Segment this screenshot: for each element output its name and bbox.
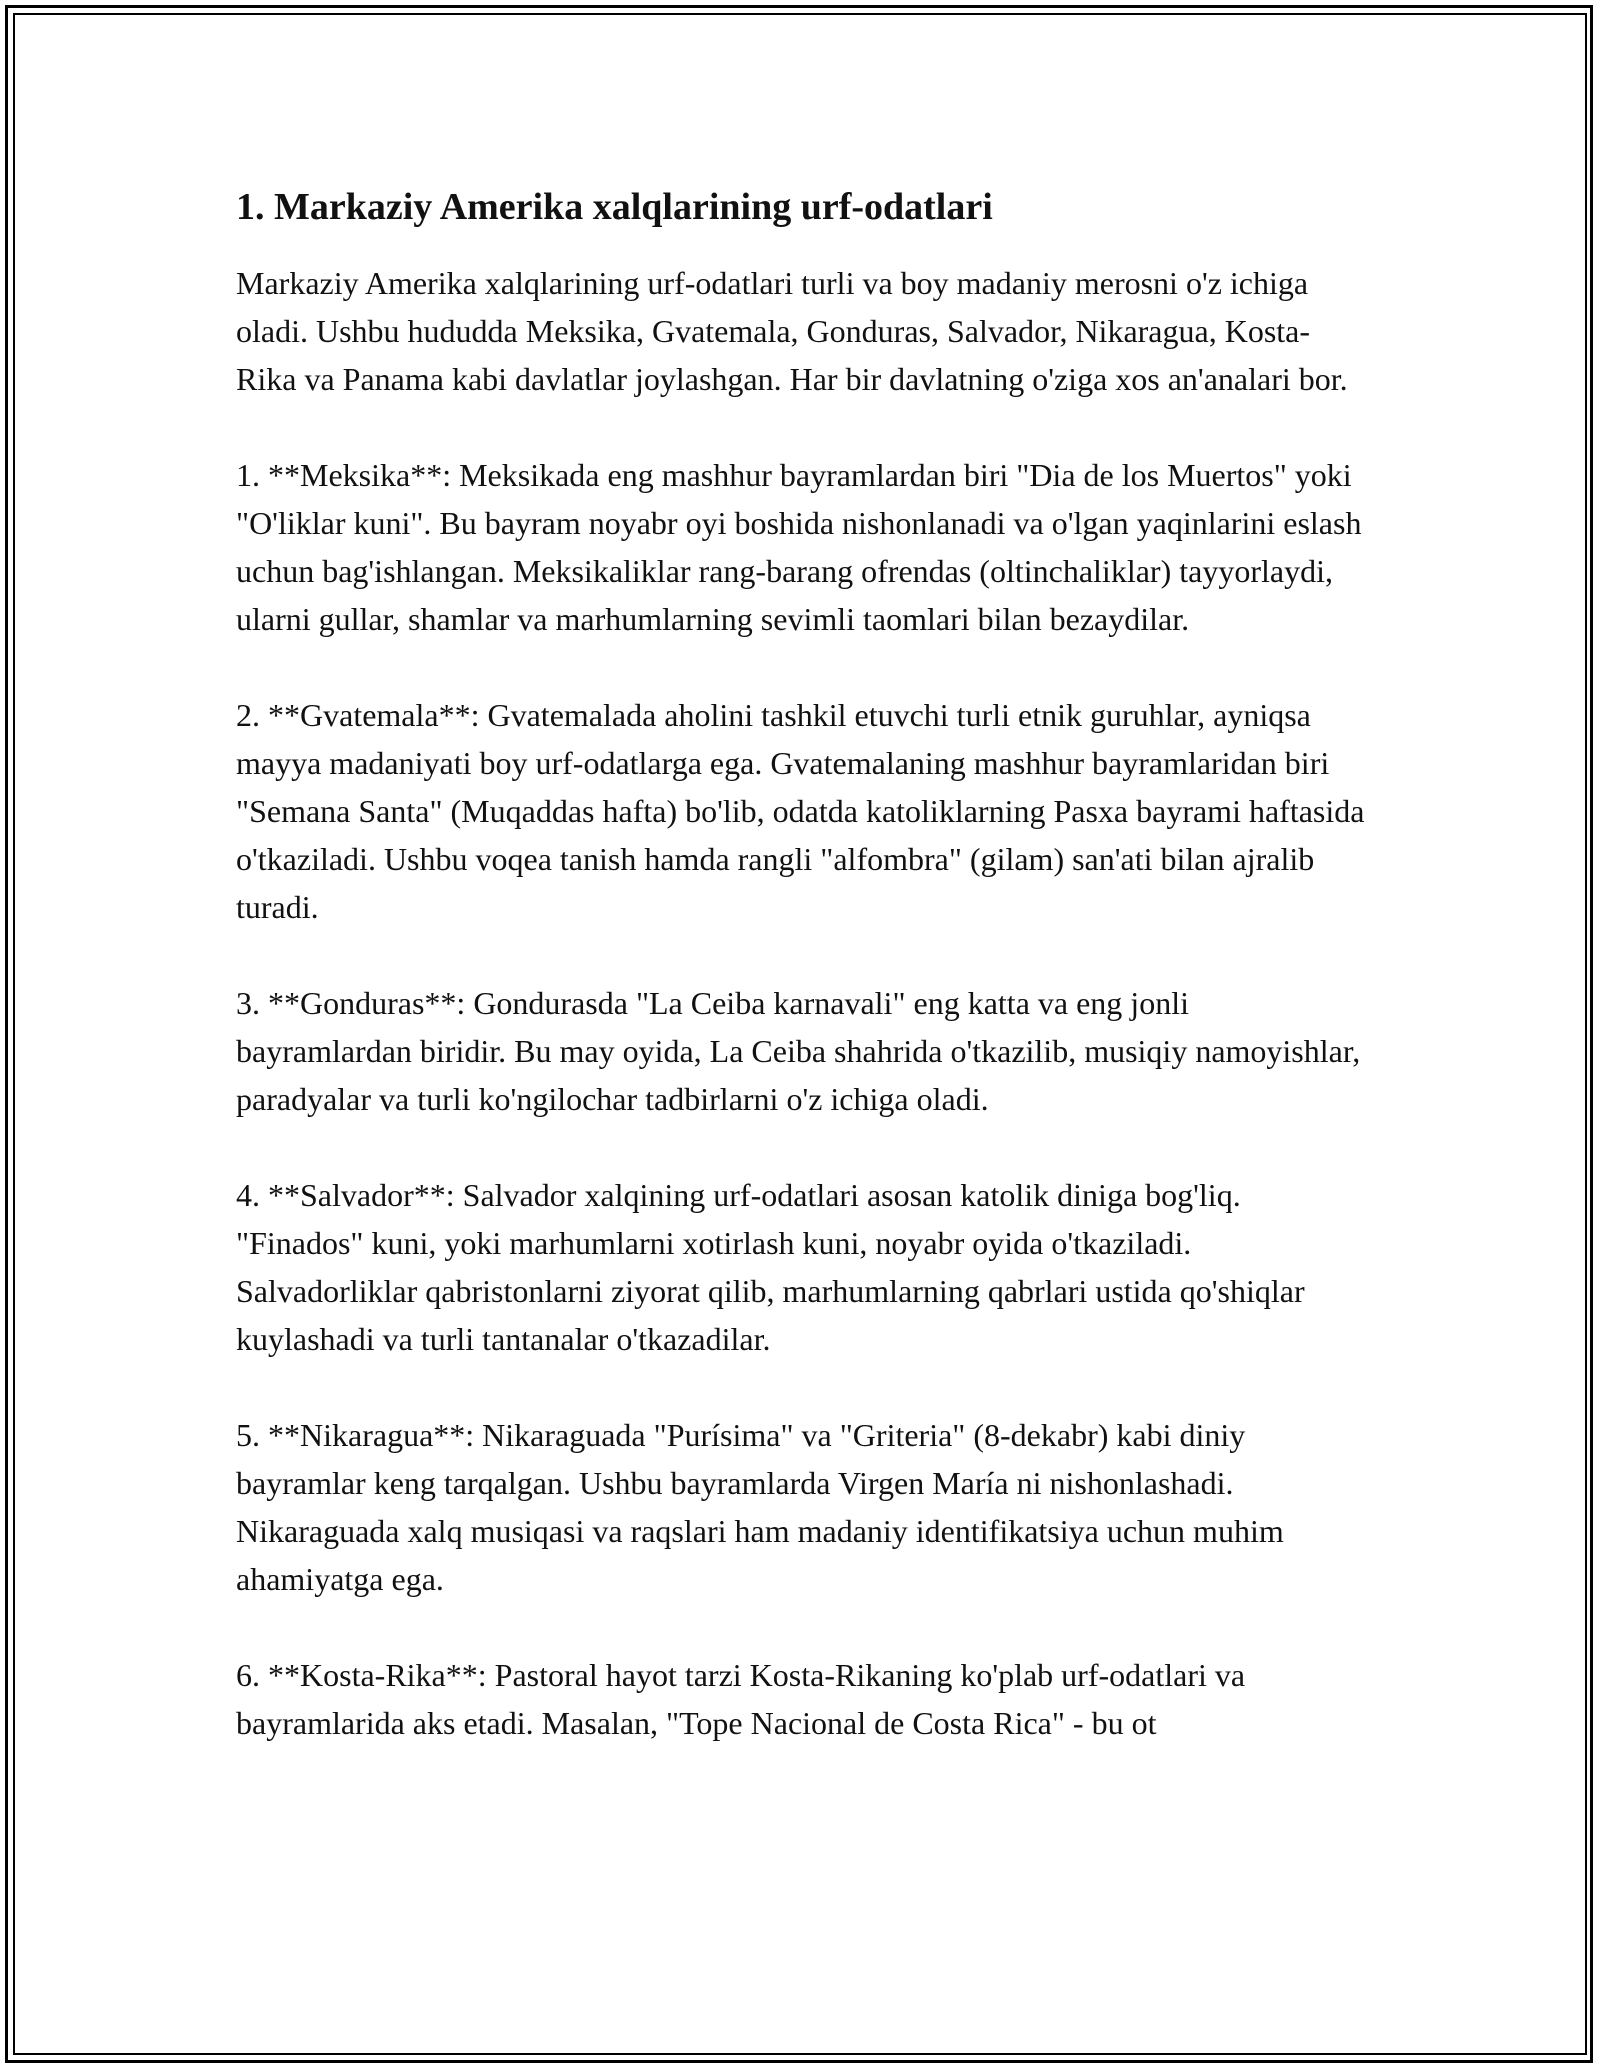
document-body [236,185,1366,1747]
paragraph-gvatemala: 2. **Gvatemala**: Gvatemalada aholini tashkil etuvchi turli etnik guruhlar, ayniqsa mayya madaniyati boy urf-odatlarga ega. Gvatemalaning mashhur bayramlaridan biri "Semana Santa" (Muqaddas hafta) bo'lib, odatda katoliklarning Pasxa bayrami haftasida o'tkaziladi. Ushbu voqea tanish hamda rangli "alfombra" (gilam) san'ati bilan ajralib turadi. [236,696,1365,925]
paragraph-meksika: 1. **Meksika**: Meksikada eng mashhur bayramlardan biri "Dia de los Muertos" yoki "O'liklar kuni". Bu bayram noyabr oyi boshida nishonlanadi va o'lgan yaqinlarini eslash uchun bag'ishlangan. Meksikaliklar rang-barang ofrendas (oltinchaliklar) tayyorlaydi, ularni gullar, shamlar va marhumlarning sevimli taomlari bilan bezaydilar. [236,456,1362,637]
paragraph-gonduras: 3. **Gonduras**: Gondurasda "La Ceiba karnavali" eng katta va eng jonli bayramlardan biridir. Bu may oyida, La Ceiba shahrida o'tkazilib, musiqiy namoyishlar, paradyalar va turli ko'ngilochar tadbirlarni o'z ichiga oladi. [236,984,1361,1117]
paragraph-nikaragua: 5. **Nikaragua**: Nikaraguada "Purísima" va "Griteria" (8-dekabr) kabi diniy bayramlar keng tarqalgan. Ushbu bayramlarda Virgen María ni nishonlashadi. Nikaraguada xalq musiqasi va raqslari ham madaniy identifikatsiya uchun muhim ahamiyatga ega. [236,1416,1284,1597]
intro-paragraph: Markaziy Amerika xalqlarining urf-odatlari turli va boy madaniy merosni o'z ichiga oladi. Ushbu hududda Meksika, Gvatemala, Gonduras, Salvador, Nikaragua, Kosta-Rika va Panama kabi davlatlar joylashgan. Har bir davlatning o'ziga xos an'analari bor. [236,264,1348,397]
paragraph-salvador: 4. **Salvador**: Salvador xalqining urf-odatlari asosan katolik diniga bog'liq. "Finados" kuni, yoki marhumlarni xotirlash kuni, noyabr oyida o'tkaziladi. Salvadorliklar qabristonlarni ziyorat qilib, marhumlarning qabrlari ustida qo'shiqlar kuylashadi va turli tantanalar o'tkazadilar. [236,1176,1305,1357]
paragraph-kosta-rika: 6. **Kosta-Rika**: Pastoral hayot tarzi Kosta-Rikaning ko'plab urf-odatlari va bayramlarida aks etadi. Masalan, "Tope Nacional de Costa Rica" - bu ot [236,1656,1246,1741]
section-heading: 1. Markaziy Amerika xalqlarining urf-odatlari [236,186,993,228]
